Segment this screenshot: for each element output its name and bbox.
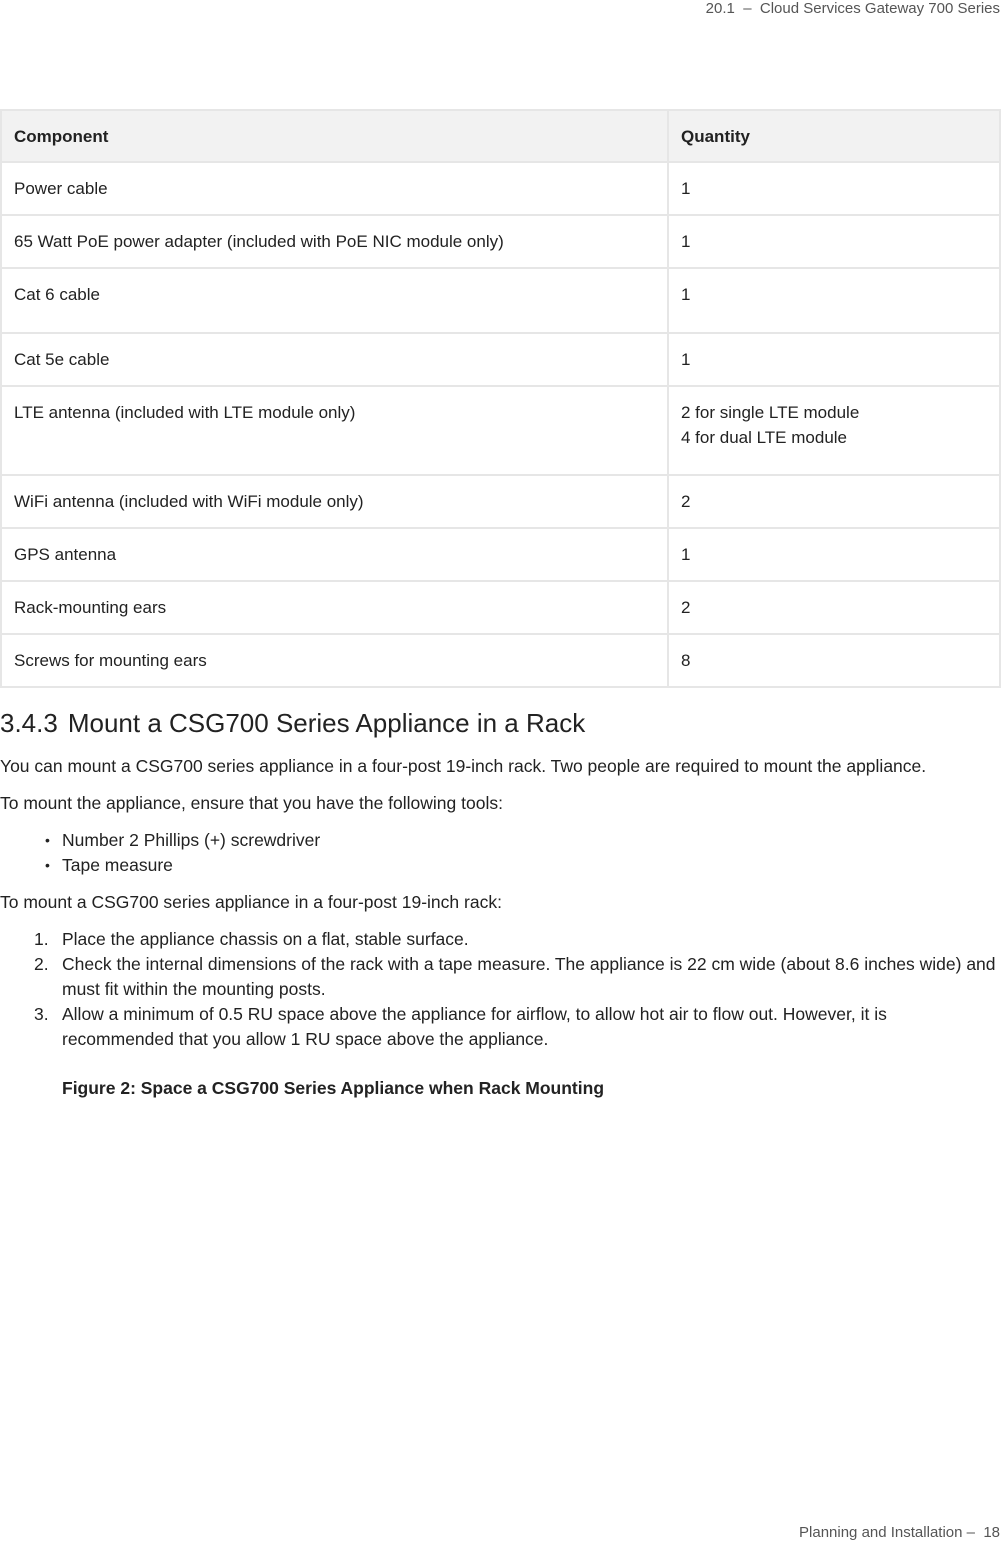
quantity-cell: 1 xyxy=(668,162,1000,215)
quantity-line: 2 for single LTE module xyxy=(681,403,860,422)
quantity-cell: 1 xyxy=(668,528,1000,581)
table-row xyxy=(1,268,1000,333)
step-number: 3. xyxy=(34,1004,49,1024)
list-item: • Number 2 Phillips (+) screwdriver xyxy=(62,828,1000,853)
section-content xyxy=(0,706,1000,1101)
step-text: Allow a minimum of 0.5 RU space above the appliance for airflow, to allow hot air to flow out. However, it is recommended that you allow 1 RU space above the appliance. xyxy=(62,1004,887,1049)
step-number: 1. xyxy=(34,929,49,949)
section-number: 3.4.3 xyxy=(0,708,58,738)
quantity-cell xyxy=(668,386,1000,475)
components-table xyxy=(0,109,1001,688)
table-row xyxy=(1,475,1000,528)
steps-intro-paragraph: To mount a CSG700 series appliance in a four-post 19-inch rack: xyxy=(0,892,502,912)
component-cell: Power cable xyxy=(1,162,668,215)
component-cell: LTE antenna (included with LTE module only) xyxy=(1,386,668,475)
quantity-line: 4 for dual LTE module xyxy=(681,428,847,447)
component-cell: Screws for mounting ears xyxy=(1,634,668,687)
steps-list xyxy=(0,927,1000,1052)
component-cell: 65 Watt PoE power adapter (included with PoE NIC module only) xyxy=(1,215,668,268)
component-cell: Rack-mounting ears xyxy=(1,581,668,634)
figure-caption: Figure 2: Space a CSG700 Series Appliance when Rack Mounting xyxy=(62,1078,605,1098)
tools-intro-paragraph: To mount the appliance, ensure that you have the following tools: xyxy=(0,793,503,813)
quantity-cell: 2 xyxy=(668,475,1000,528)
quantity-cell: 1 xyxy=(668,215,1000,268)
table-row xyxy=(1,215,1000,268)
step-item xyxy=(34,927,1000,952)
quantity-cell: 2 xyxy=(668,581,1000,634)
section-heading xyxy=(0,706,1000,740)
component-cell: WiFi antenna (included with WiFi module only) xyxy=(1,475,668,528)
tools-list xyxy=(0,828,1000,878)
component-cell: Cat 5e cable xyxy=(1,333,668,386)
running-header: 20.1 – Cloud Services Gateway 700 Series xyxy=(705,0,1000,17)
step-text: Place the appliance chassis on a flat, stable surface. xyxy=(62,929,469,949)
step-text: Check the internal dimensions of the rack with a tape measure. The appliance is 22 cm wide (about 8.6 inches wide) and must fit within the mounting posts. xyxy=(62,954,996,999)
column-header-component: Component xyxy=(1,110,668,162)
quantity-cell: 1 xyxy=(668,268,1000,333)
table-row xyxy=(1,581,1000,634)
quantity-cell: 8 xyxy=(668,634,1000,687)
table-row xyxy=(1,333,1000,386)
step-item xyxy=(34,952,1000,1002)
table-row xyxy=(1,634,1000,687)
intro-paragraph: You can mount a CSG700 series appliance in a four-post 19-inch rack. Two people are required to mount the appliance. xyxy=(0,756,927,776)
component-cell: Cat 6 cable xyxy=(1,268,668,333)
component-cell: GPS antenna xyxy=(1,528,668,581)
step-number: 2. xyxy=(34,954,49,974)
column-header-quantity: Quantity xyxy=(668,110,1000,162)
table-row xyxy=(1,386,1000,475)
list-item: • Tape measure xyxy=(62,853,1000,878)
table-row xyxy=(1,162,1000,215)
running-footer: Planning and Installation – 18 xyxy=(799,1524,1000,1541)
quantity-cell: 1 xyxy=(668,333,1000,386)
section-title: Mount a CSG700 Series Appliance in a Rack xyxy=(67,708,586,738)
table-header-row xyxy=(1,110,1000,162)
step-item xyxy=(34,1002,1000,1052)
table-row xyxy=(1,528,1000,581)
